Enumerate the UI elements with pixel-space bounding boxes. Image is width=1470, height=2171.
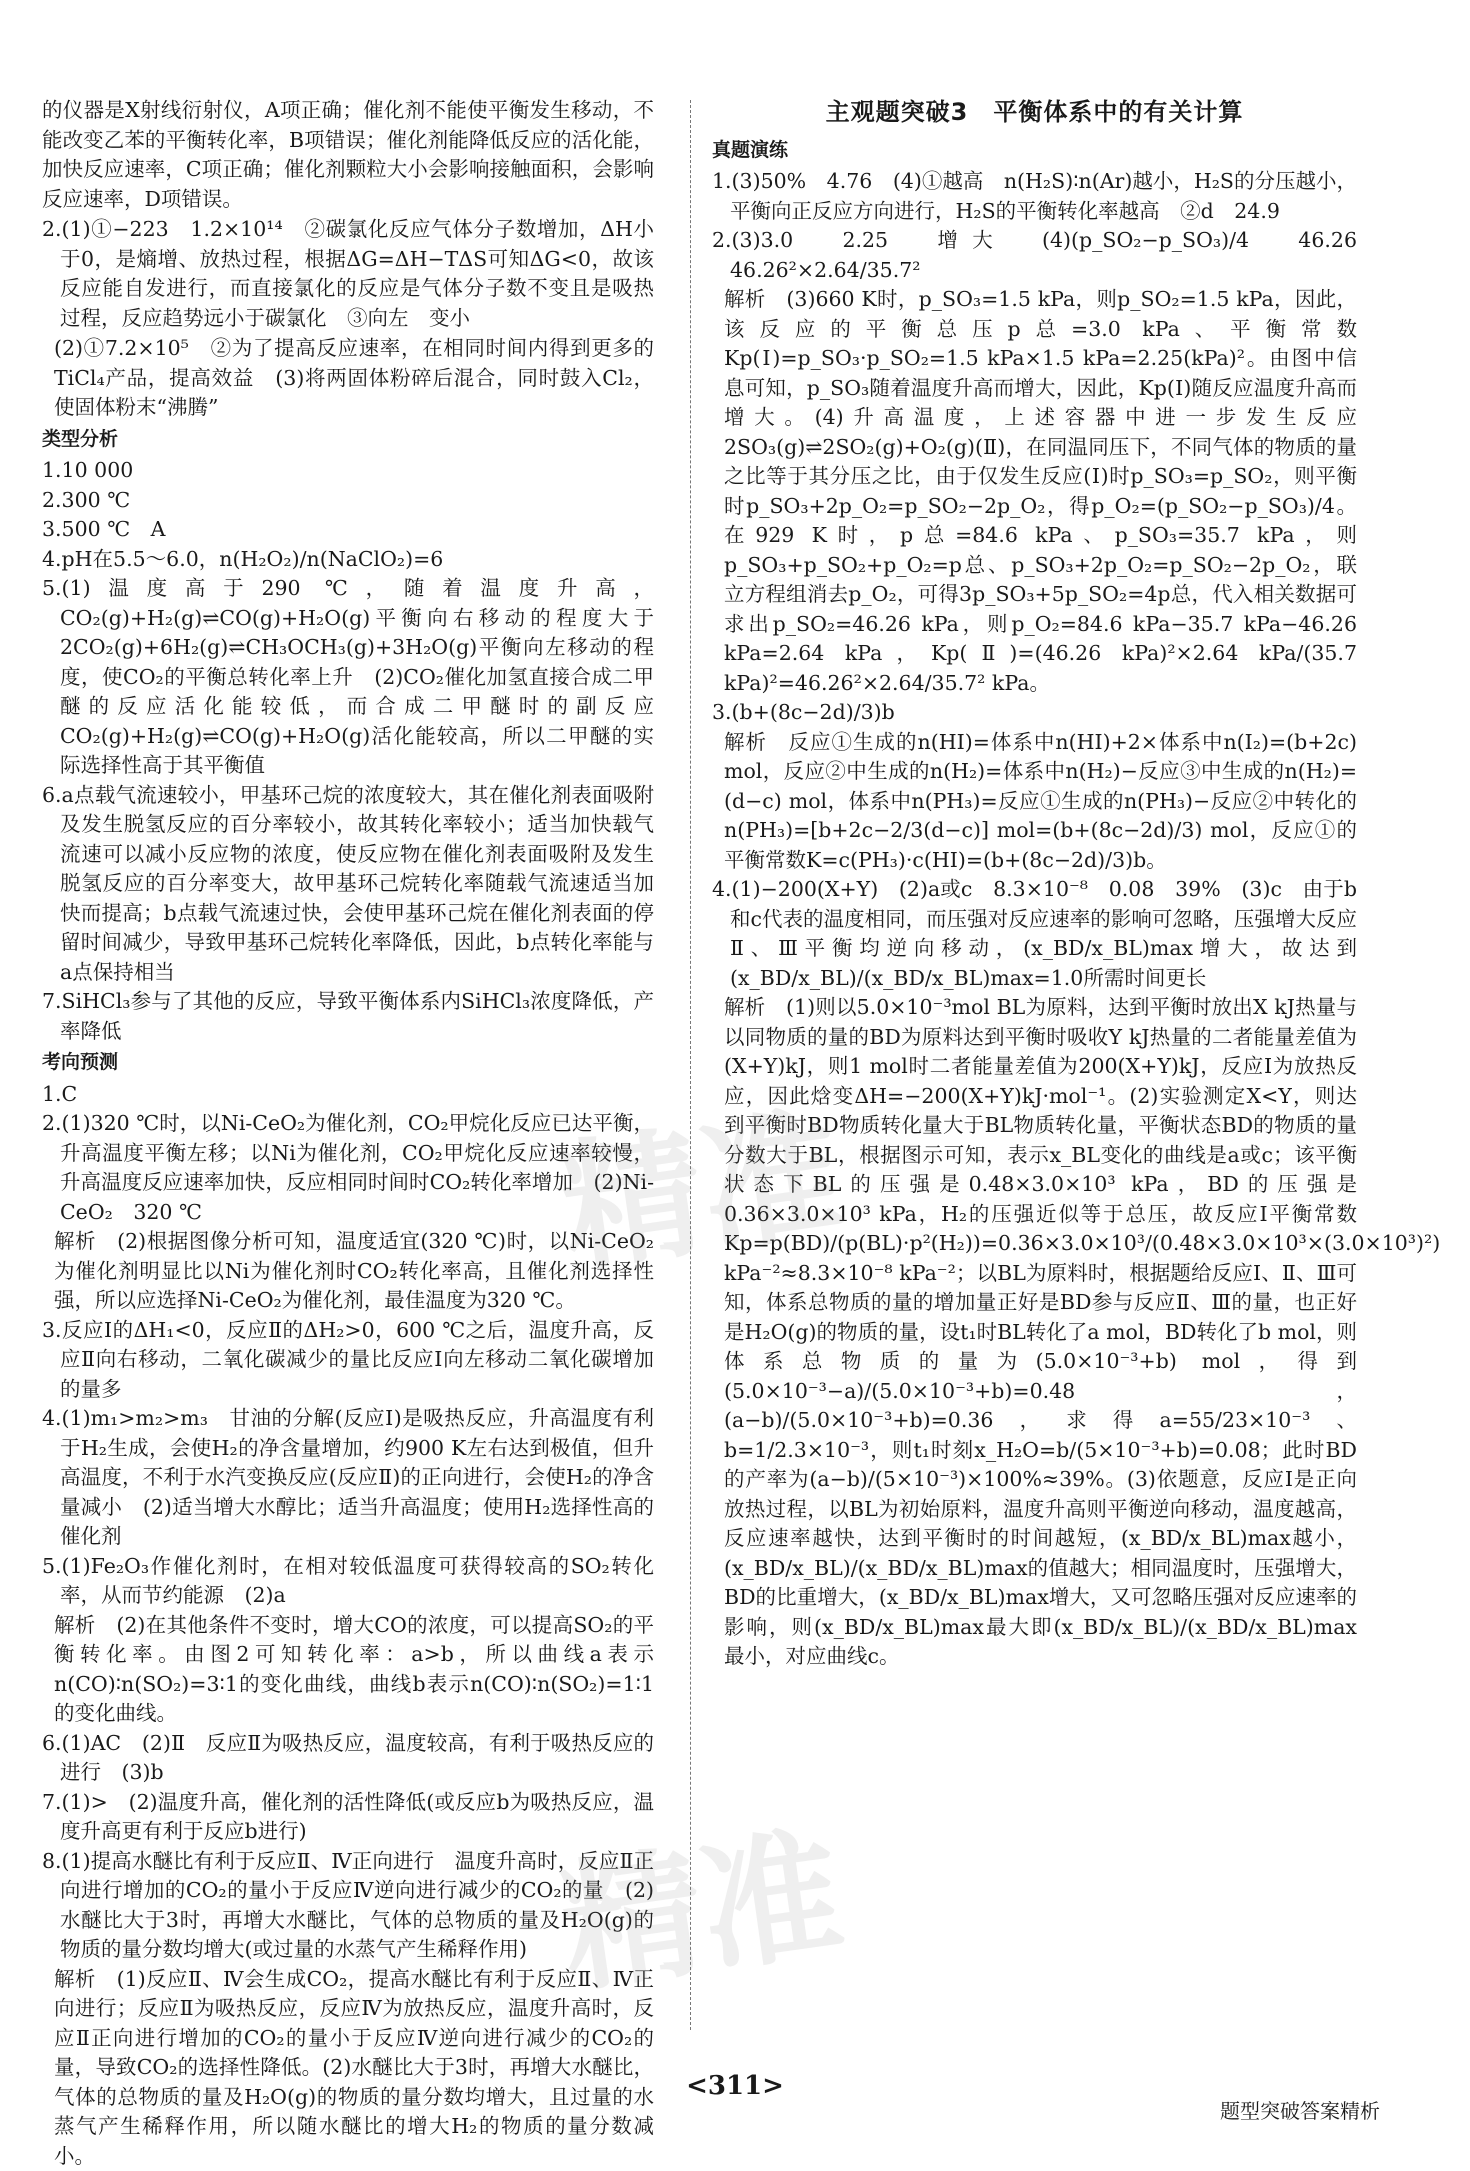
column-divider (690, 100, 691, 2030)
analysis-paragraph: 解析 (2)根据图像分析可知，温度适宜(320 ℃)时，以Ni-CeO₂为催化剂明显比以Ni为催化剂时CO₂转化率高，且催化剂选择性强，所以应选择Ni-CeO₂为催化剂，最佳温度为320 ℃。 (42, 1227, 654, 1316)
answer-item: 1.C (42, 1080, 654, 1110)
answer-item: 7.SiHCl₃参与了其他的反应，导致平衡体系内SiHCl₃浓度降低，产率降低 (42, 987, 654, 1046)
answer-item: 2.300 ℃ (42, 486, 654, 516)
watermark-text: 精准 (547, 1061, 852, 1299)
analysis-paragraph: 解析 (2)在其他条件不变时，增大CO的浓度，可以提高SO₂的平衡转化率。由图2可知转化率：a>b，所以曲线a表示n(CO)∶n(SO₂)=3∶1的变化曲线，曲线b表示n(CO)∶n(SO₂)=1∶1的变化曲线。 (42, 1611, 654, 1729)
answer-paragraph: 的仪器是X射线衍射仪，A项正确；催化剂不能使平衡发生移动，不能改变乙苯的平衡转化率，B项错误；催化剂能降低反应的活化能，加快反应速率，C项正确；催化剂颗粒大小会影响接触面积，会影响反应速率，D项错误。 (42, 96, 654, 214)
analysis-paragraph: 解析 反应①生成的n(HI)=体系中n(HI)+2×体系中n(I₂)=(b+2c) mol，反应②中生成的n(H₂)=体系中n(H₂)−反应③中生成的n(H₂)=(d−c) mol，体系中n(PH₃)=反应①生成的n(PH₃)−反应②中转化的n(PH₃)=[b+2c−2/3(d−c)] mol=(b+(8c−2d)/3) mol，反应①的平衡常数K=c(PH₃)·c(HI)=(b+(8c−2d)/3)b。 (712, 728, 1357, 876)
answer-item: 6.a点载气流速较小，甲基环己烷的浓度较大，其在催化剂表面吸附及发生脱氢反应的百分率较小，故其转化率较小；适当加快载气流速可以减小反应物的浓度，使反应物在催化剂表面吸附及发生脱氢反应的百分率变大，故甲基环己烷转化率随载气流速适当加快而提高；b点载气流速过快，会使甲基环己烷在催化剂表面的停留时间减少，导致甲基环己烷转化率降低，因此，b点转化率能与a点保持相当 (42, 781, 654, 988)
answer-paragraph: (2)①7.2×10⁵ ②为了提高反应速率，在相同时间内得到更多的TiCl₄产品，提高效益 (3)将两固体粉碎后混合，同时鼓入Cl₂，使固体粉末“沸腾” (42, 334, 654, 423)
answer-paragraph: 2.(1)①−223 1.2×10¹⁴ ②碳氯化反应气体分子数增加，ΔH小于0，是熵增、放热过程，根据ΔG=ΔH−TΔS可知ΔG<0，故该反应能自发进行，而直接氯化的反应是气体分子数不变且是吸热过程，反应趋势远小于碳氯化 ③向左 变小 (42, 215, 654, 333)
left-column (42, 96, 654, 2171)
footer-section-label: 题型突破答案精析 (1220, 2095, 1380, 2124)
section-heading: 主观题突破3 平衡体系中的有关计算 (712, 98, 1357, 128)
analysis-paragraph: 解析 (3)660 K时，p_SO₃=1.5 kPa，则p_SO₂=1.5 kPa，因此，该反应的平衡总压p总=3.0 kPa、平衡常数Kp(Ⅰ)=p_SO₃·p_SO₂=1.5 kPa×1.5 kPa=2.25(kPa)²。由图中信息可知，p_SO₃随着温度升高而增大，因此，Kp(Ⅰ)随反应温度升高而增大。(4)升高温度，上述容器中进一步发生反应2SO₃(g)⇌2SO₂(g)+O₂(g)(Ⅱ)，在同温同压下，不同气体的物质的量之比等于其分压之比，由于仅发生反应(Ⅰ)时p_SO₃=p_SO₂，则平衡时p_SO₃+2p_O₂=p_SO₂−2p_O₂，得p_O₂=(p_SO₂−p_SO₃)/4。在929 K时，p总=84.6 kPa、p_SO₃=35.7 kPa，则p_SO₃+p_SO₂+p_O₂=p总、p_SO₃+2p_O₂=p_SO₂−2p_O₂，联立方程组消去p_O₂，可得3p_SO₃+5p_SO₂=4p总，代入相关数据可求出p_SO₂=46.26 kPa，则p_O₂=84.6 kPa−35.7 kPa−46.26 kPa=2.64 kPa，Kp(Ⅱ)=(46.26 kPa)²×2.64 kPa/(35.7 kPa)²=46.26²×2.64/35.7² kPa。 (712, 285, 1357, 698)
section-title-real-exam: 真题演练 (712, 136, 1357, 166)
answer-item: 1.10 000 (42, 456, 654, 486)
analysis-paragraph: 解析 (1)反应Ⅱ、Ⅳ会生成CO₂，提高水醚比有利于反应Ⅱ、Ⅳ正向进行；反应Ⅱ为吸热反应，反应Ⅳ为放热反应，温度升高时，反应Ⅱ正向进行增加的CO₂的量小于反应Ⅳ逆向进行减少的CO₂的量，导致CO₂的选择性降低。(2)水醚比大于3时，再增大水醚比，气体的总物质的量及H₂O(g)的物质的量分数均增大，且过量的水蒸气产生稀释作用，所以随水醚比的增大H₂的物质的量分数减小。 (42, 1965, 654, 2171)
analysis-paragraph: 解析 (1)则以5.0×10⁻³mol BL为原料，达到平衡时放出X kJ热量与以同物质的量的BD为原料达到平衡时吸收Y kJ热量的二者能量差值为(X+Y)kJ，则1 mol时二者能量差值为200(X+Y)kJ，反应Ⅰ为放热反应，因此焓变ΔH=−200(X+Y)kJ·mol⁻¹。(2)实验测定X<Y，则达到平衡时BD物质转化量大于BL物质转化量，平衡状态BD的物质的量分数大于BL，根据图示可知，表示x_BL变化的曲线是a或c；该平衡状态下BL的压强是0.48×3.0×10³ kPa，BD的压强是0.36×3.0×10³ kPa，H₂的压强近似等于总压，故反应Ⅰ平衡常数Kp=p(BD)/(p(BL)·p²(H₂))=0.36×3.0×10³/(0.48×3.0×10³×(3.0×10³)²) kPa⁻²≈8.3×10⁻⁸ kPa⁻²；以BL为原料时，根据题给反应Ⅰ、Ⅱ、Ⅲ可知，体系总物质的量的增加量正好是BD参与反应Ⅱ、Ⅲ的量，也正好是H₂O(g)的物质的量，设t₁时BL转化了a mol，BD转化了b mol，则体系总物质的量为(5.0×10⁻³+b) mol，得到(5.0×10⁻³−a)/(5.0×10⁻³+b)=0.48，(a−b)/(5.0×10⁻³+b)=0.36，求得a=55/23×10⁻³、b=1/2.3×10⁻³，则t₁时刻x_H₂O=b/(5×10⁻³+b)=0.08；此时BD的产率为(a−b)/(5×10⁻³)×100%≈39%。(3)依题意，反应Ⅰ是正向放热过程，以BL为初始原料，温度升高则平衡逆向移动，温度越高，反应速率越快，达到平衡时的时间越短，(x_BD/x_BL)max越小，(x_BD/x_BL)/(x_BD/x_BL)max的值越大；相同温度时，压强增大，BD的比重增大，(x_BD/x_BL)max增大，又可忽略压强对反应速率的影响，则(x_BD/x_BL)max最大即(x_BD/x_BL)/(x_BD/x_BL)max最小，对应曲线c。 (712, 993, 1357, 1672)
answer-item: 4.(1)−200(X+Y) (2)a或c 8.3×10⁻⁸ 0.08 39% (3)c 由于b和c代表的温度相同，而压强对反应速率的影响可忽略，压强增大反应Ⅱ、Ⅲ平衡均逆向移动，(x_BD/x_BL)max增大，故达到(x_BD/x_BL)/(x_BD/x_BL)max=1.0所需时间更长 (712, 875, 1357, 993)
answer-item: 5.(1)Fe₂O₃作催化剂时，在相对较低温度可获得较高的SO₂转化率，从而节约能源 (2)a (42, 1552, 654, 1611)
right-column (712, 96, 1357, 1672)
answer-item: 3.(b+(8c−2d)/3)b (712, 698, 1357, 728)
page-number: <311> (0, 2071, 1470, 2101)
answer-item: 7.(1)> (2)温度升高，催化剂的活性降低(或反应b为吸热反应，温度升高更有利于反应b进行) (42, 1788, 654, 1847)
answer-item: 2.(1)320 ℃时，以Ni-CeO₂为催化剂，CO₂甲烷化反应已达平衡，升高温度平衡左移；以Ni为催化剂，CO₂甲烷化反应速率较慢，升高温度反应速率加快，反应相同时间时CO₂转化率增加 (2)Ni-CeO₂ 320 ℃ (42, 1109, 654, 1227)
answer-item: 8.(1)提高水醚比有利于反应Ⅱ、Ⅳ正向进行 温度升高时，反应Ⅱ正向进行增加的CO₂的量小于反应Ⅳ逆向进行减少的CO₂的量 (2)水醚比大于3时，再增大水醚比，气体的总物质的量及H₂O(g)的物质的量分数均增大(或过量的水蒸气产生稀释作用) (42, 1847, 654, 1965)
answer-item: 6.(1)AC (2)Ⅱ 反应Ⅱ为吸热反应，温度较高，有利于吸热反应的进行 (3)b (42, 1729, 654, 1788)
answer-item: 5.(1)温度高于290 ℃，随着温度升高，CO₂(g)+H₂(g)⇌CO(g)+H₂O(g)平衡向右移动的程度大于2CO₂(g)+6H₂(g)⇌CH₃OCH₃(g)+3H₂O(g)平衡向左移动的程度，使CO₂的平衡总转化率上升 (2)CO₂催化加氢直接合成二甲醚的反应活化能较低，而合成二甲醚时的副反应CO₂(g)+H₂(g)⇌CO(g)+H₂O(g)活化能较高，所以二甲醚的实际选择性高于其平衡值 (42, 574, 654, 781)
answer-item: 3.反应Ⅰ的ΔH₁<0，反应Ⅱ的ΔH₂>0，600 ℃之后，温度升高，反应Ⅱ向右移动，二氧化碳减少的量比反应Ⅰ向左移动二氧化碳增加的量多 (42, 1316, 654, 1405)
section-title-type-analysis: 类型分析 (42, 425, 654, 455)
answer-item: 1.(3)50% 4.76 (4)①越高 n(H₂S)∶n(Ar)越小，H₂S的分压越小，平衡向正反应方向进行，H₂S的平衡转化率越高 ②d 24.9 (712, 167, 1357, 226)
answer-item: 4.pH在5.5～6.0，n(H₂O₂)/n(NaClO₂)=6 (42, 545, 654, 575)
answer-item: 4.(1)m₁>m₂>m₃ 甘油的分解(反应Ⅰ)是吸热反应，升高温度有利于H₂生成，会使H₂的净含量增加，约900 K左右达到极值，但升高温度，不利于水汽变换反应(反应Ⅱ)的正向进行，会使H₂的净含量减小 (2)适当增大水醇比；适当升高温度；使用H₂选择性高的催化剂 (42, 1404, 654, 1552)
answer-item: 3.500 ℃ A (42, 515, 654, 545)
section-title-prediction: 考向预测 (42, 1048, 654, 1078)
watermark-text: 精准 (547, 1781, 852, 2019)
answer-item: 2.(3)3.0 2.25 增大 (4)(p_SO₂−p_SO₃)/4 46.26 46.26²×2.64/35.7² (712, 226, 1357, 285)
